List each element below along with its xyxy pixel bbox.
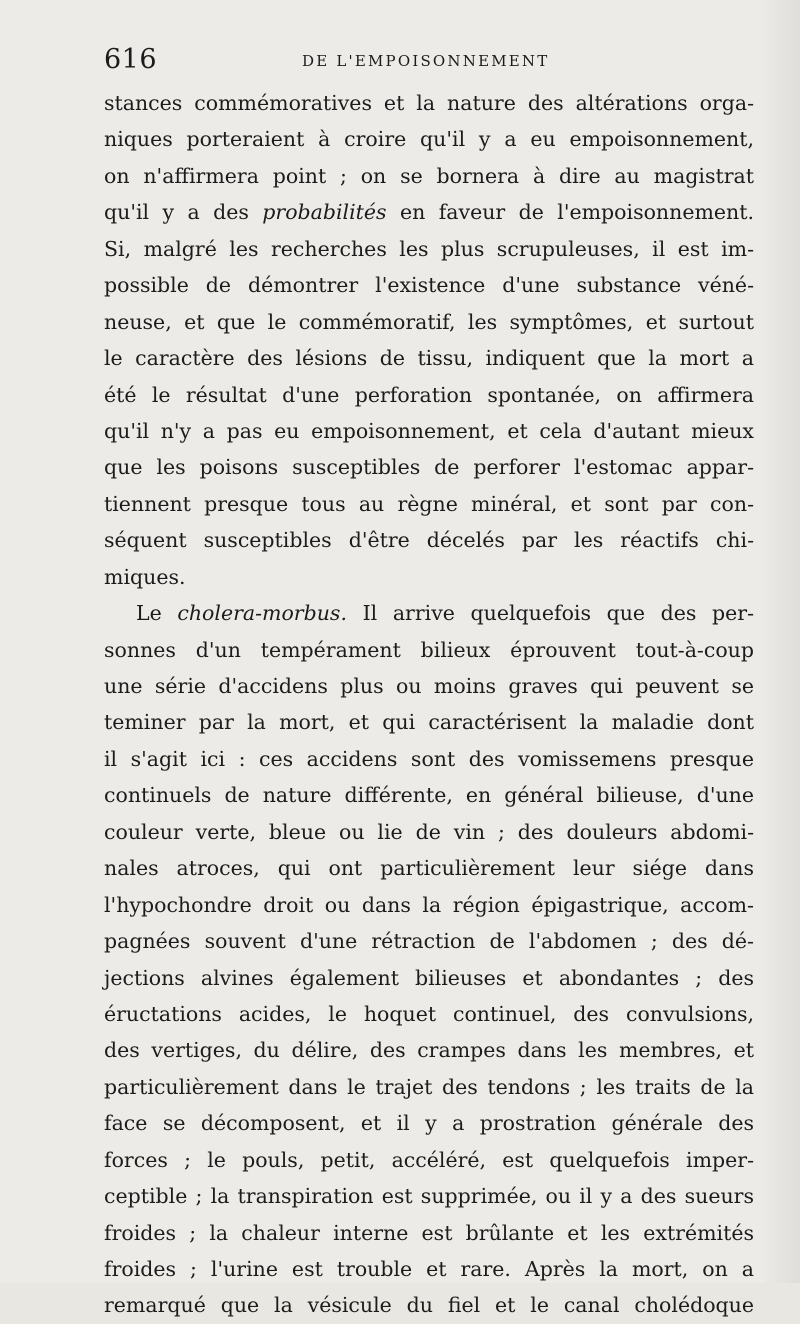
page-header bbox=[104, 44, 744, 80]
text-line: possible de démontrer l'existence d'une substance véné- bbox=[104, 273, 754, 298]
running-head: DE L'EMPOISONNEMENT bbox=[302, 52, 550, 70]
text-line: Si, malgré les recherches les plus scrupuleuses, il est im- bbox=[104, 236, 754, 261]
text-line: qu'il n'y a pas eu empoisonnement, et cela d'autant mieux bbox=[104, 418, 754, 443]
text-line: que les poisons susceptibles de perforer l'estomac appar- bbox=[104, 455, 754, 480]
text-line: qu'il y a des probabilités en faveur de l'empoisonnement. bbox=[104, 200, 754, 225]
text-line: forces ; le pouls, petit, accéléré, est quelquefois imper- bbox=[104, 1147, 754, 1172]
text-line: séquent susceptibles d'être décelés par les réactifs chi- bbox=[104, 528, 754, 553]
text-line: continuels de nature différente, en général bilieuse, d'une bbox=[104, 783, 754, 808]
page-number: 616 bbox=[104, 44, 158, 75]
text-line: Le cholera-morbus. Il arrive quelquefois que des per- bbox=[136, 601, 754, 626]
text-line: des vertiges, du délire, des crampes dans les membres, et bbox=[104, 1038, 754, 1063]
text-line: miques. bbox=[104, 564, 186, 589]
text-line: le caractère des lésions de tissu, indiquent que la mort a bbox=[104, 346, 754, 371]
text-line: jections alvines également bilieuses et abondantes ; des bbox=[104, 965, 754, 990]
text-line: face se décomposent, et il y a prostration générale des bbox=[104, 1111, 754, 1136]
text-line: il s'agit ici : ces accidens sont des vomissemens presque bbox=[104, 746, 754, 771]
text-line: ceptible ; la transpiration est supprimée, ou il y a des sueurs bbox=[104, 1184, 754, 1209]
text-line: sonnes d'un tempérament bilieux éprouvent tout-à-coup bbox=[104, 637, 754, 662]
text-line: stances commémoratives et la nature des altérations orga- bbox=[104, 91, 754, 115]
text-line: éructations acides, le hoquet continuel, des convulsions, bbox=[104, 1001, 754, 1026]
text-line: nales atroces, qui ont particulièrement leur siége dans bbox=[104, 856, 754, 881]
text-line: couleur verte, bleue ou lie de vin ; des douleurs abdomi- bbox=[104, 819, 754, 844]
text-line: une série d'accidens plus ou moins graves qui peuvent se bbox=[104, 674, 754, 698]
text-line: neuse, et que le commémoratif, les symptômes, et surtout bbox=[104, 309, 754, 334]
text-line: été le résultat d'une perforation spontanée, on affirmera bbox=[104, 382, 754, 407]
emphasis-probabilites: probabilités bbox=[262, 200, 387, 225]
text-line: teminer par la mort, et qui caractérisent la maladie dont bbox=[104, 710, 754, 735]
text-line: remarqué que la vésicule du fiel et le canal cholédoque bbox=[104, 1293, 754, 1318]
text-line: pagnées souvent d'une rétraction de l'abdomen ; des dé- bbox=[104, 929, 754, 954]
text-line: niques porteraient à croire qu'il y a eu empoisonnement, bbox=[104, 127, 754, 152]
text-line: froides ; la chaleur interne est brûlante et les extrémités bbox=[104, 1220, 754, 1245]
emphasis-cholera-morbus: cholera-morbus. bbox=[177, 601, 347, 626]
text-line: froides ; l'urine est trouble et rare. Après la mort, on a bbox=[104, 1257, 754, 1281]
text-line: tiennent presque tous au règne minéral, et sont par con- bbox=[104, 491, 754, 516]
body-text bbox=[104, 85, 754, 1324]
text-line: l'hypochondre droit ou dans la région épigastrique, accom- bbox=[104, 892, 754, 917]
text-line: particulièrement dans le trajet des tendons ; les traits de la bbox=[104, 1074, 754, 1099]
text-line: on n'affirmera point ; on se bornera à dire au magistrat bbox=[104, 163, 754, 188]
